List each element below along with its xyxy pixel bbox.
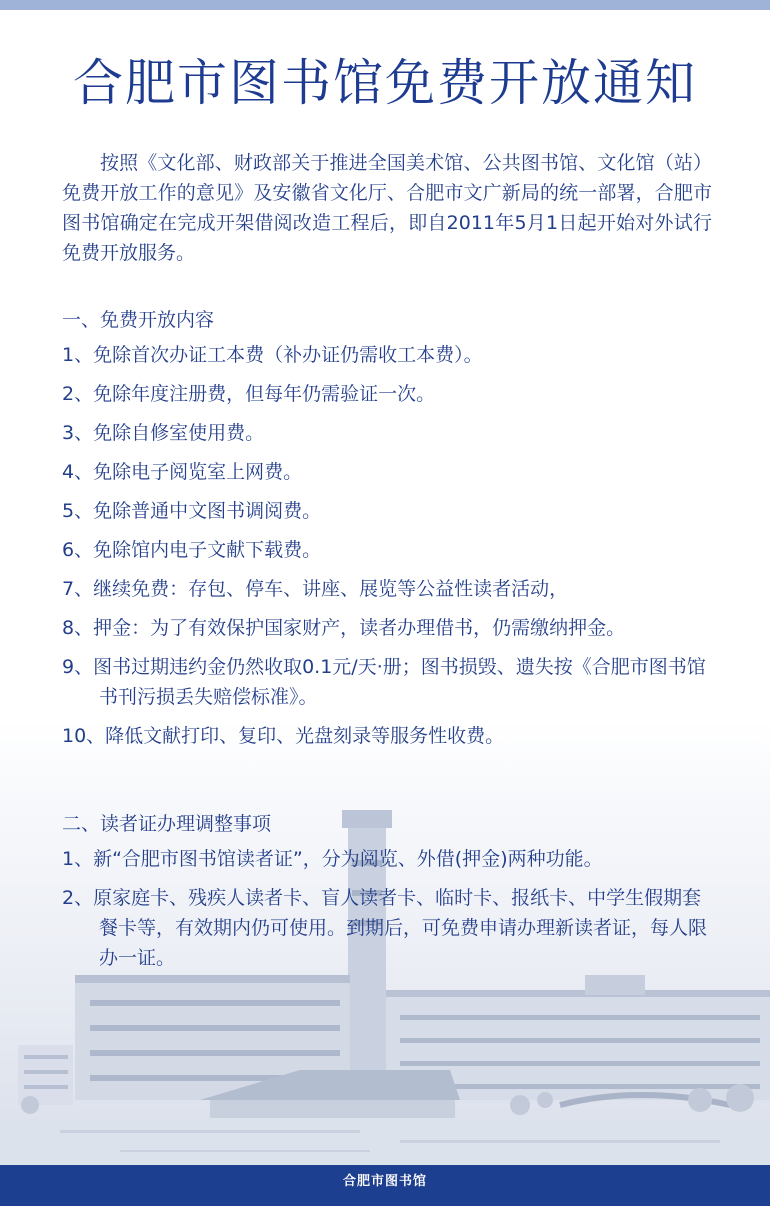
library-logo: 合肥市图书馆 — [342, 1174, 427, 1189]
list-item: 6、免除馆内电子文献下载费。 — [62, 539, 322, 561]
section-heading-free-content: 一、免费开放内容 — [62, 309, 215, 331]
list-item: 4、免除电子阅览室上网费。 — [62, 461, 303, 483]
list-item: 8、押金：为了有效保护国家财产，读者办理借书，仍需缴纳押金。 — [62, 617, 626, 639]
list-item: 10、降低文献打印、复印、光盘刻录等服务性收费。 — [62, 725, 505, 747]
intro-paragraph: 按照《文化部、财政部关于推进全国美术馆、公共图书馆、文化馆（站）免费开放工作的意见》及安徽省文化厅、合肥市文广新局的统一部署，合肥市图书馆确定在完成开架借阅改造工程后，即自2011年5月1日起开始对外试行免费开放服务。 — [62, 152, 712, 264]
list-item: 5、免除普通中文图书调阅费。 — [62, 500, 322, 522]
list-item: 1、免除首次办证工本费（补办证仍需收工本费）。 — [62, 344, 483, 366]
section-heading-reader-card: 二、读者证办理调整事项 — [62, 813, 272, 835]
list-item: 7、继续免费：存包、停车、讲座、展览等公益性读者活动， — [62, 578, 569, 600]
top-color-band — [0, 0, 770, 10]
list-item: 1、新“合肥市图书馆读者证”，分为阅览、外借(押金)两种功能。 — [62, 848, 603, 870]
list-item: 2、原家庭卡、残疾人读者卡、盲人读者卡、临时卡、报纸卡、中学生假期套餐卡等，有效期内仍可使用。到期后，可免费申请办理新读者证，每人限办一证。 — [62, 887, 708, 969]
list-item: 3、免除自修室使用费。 — [62, 422, 265, 444]
reader-card-list — [62, 844, 717, 982]
free-content-list — [62, 340, 717, 760]
page-title: 合肥市图书馆免费开放通知 — [73, 54, 697, 112]
list-item: 2、免除年度注册费，但每年仍需验证一次。 — [62, 383, 436, 405]
list-item: 9、图书过期违约金仍然收取0.1元/天·册；图书损毁、遗失按《合肥市图书馆书刊污损丢失赔偿标准》。 — [62, 656, 706, 708]
